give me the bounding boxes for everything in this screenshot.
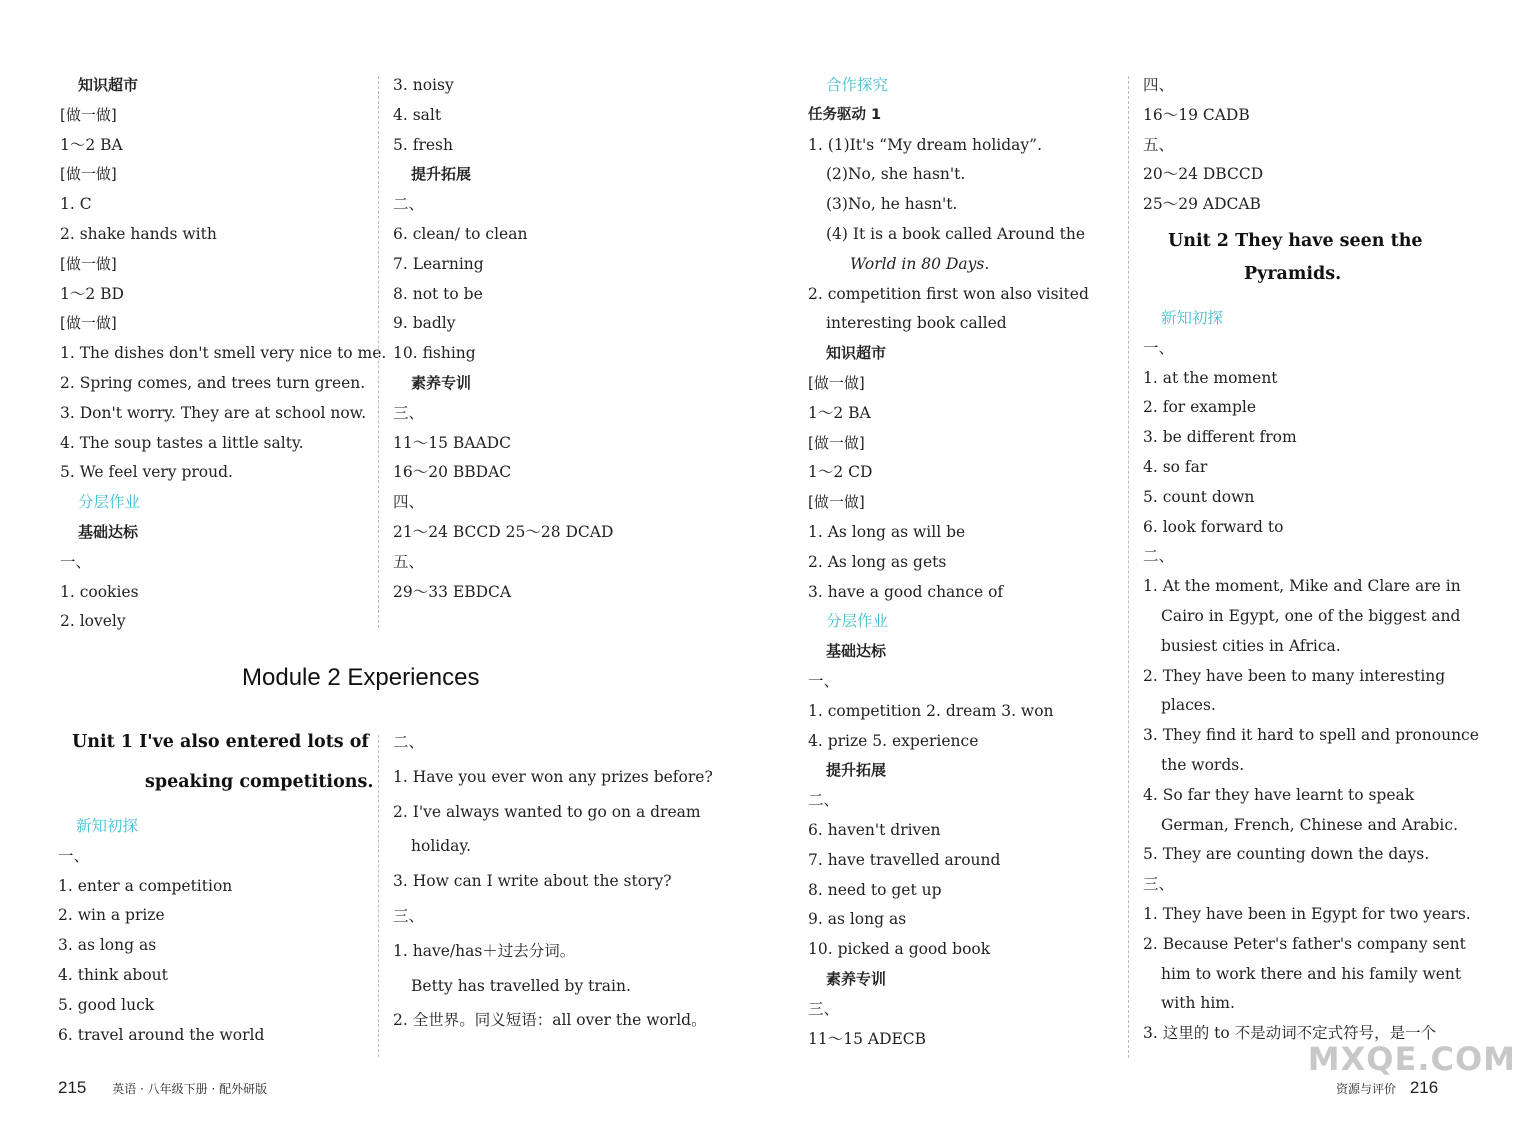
text-line: 四、 [393, 493, 425, 512]
text-line: 1～2 BA [60, 135, 123, 154]
text-line: 分层作业 [78, 493, 141, 512]
text-line: 1. As long as will be [808, 522, 966, 541]
text-line: (3)No, he hasn't. [826, 195, 958, 214]
text-line: 一、 [58, 846, 90, 865]
text-line: 1～2 BA [808, 403, 871, 422]
text-line: 1. They have been in Egypt for two years. [1143, 904, 1471, 923]
text-line: [做一做] [808, 433, 865, 452]
text-line: 二、 [393, 733, 425, 751]
text-line: 3. They find it hard to spell and pronounce [1143, 726, 1479, 745]
text-line: 提升拓展 [826, 761, 887, 780]
text-line: 知识超市 [78, 76, 139, 94]
text-line: 3. as long as [58, 936, 157, 955]
text-line: 2. As long as gets [808, 552, 947, 571]
text-line: 6. haven't driven [808, 820, 941, 839]
text-line: 1. enter a competition [58, 876, 233, 895]
text-line: 1. (1)It's “My dream holiday”. [808, 135, 1043, 154]
text-line: interesting book called [826, 314, 1007, 333]
text-line: 二、 [1143, 547, 1175, 566]
text-line: 3. have a good chance of [808, 582, 1004, 601]
text-line: 8. need to get up [808, 880, 942, 899]
text-line: 10. fishing [393, 344, 476, 363]
text-line: 提升拓展 [411, 165, 472, 184]
text-line: 9. badly [393, 314, 456, 333]
text-line: 7. have travelled around [808, 850, 1001, 869]
text-line: 基础达标 [78, 522, 139, 541]
column-divider [378, 735, 379, 1057]
text-line: 2. 全世界。同义短语：all over the world。 [393, 1011, 707, 1030]
footer-text: 英语 · 八年级下册 · 配外研版 [112, 1082, 268, 1096]
text-line: (2)No, she hasn't. [826, 165, 966, 184]
text-line: with him. [1161, 994, 1235, 1013]
text-line: 二、 [393, 195, 425, 214]
text-line: Betty has travelled by train. [411, 976, 631, 995]
column-divider [378, 76, 379, 628]
text-line: 1. competition 2. dream 3. won [808, 701, 1054, 720]
right-footer [1336, 1078, 1438, 1098]
text-line: 素养专训 [411, 373, 472, 392]
column-divider [1128, 76, 1129, 1058]
text-line: the words. [1161, 755, 1245, 774]
text-line: places. [1161, 696, 1216, 715]
right-col-2-top [1143, 71, 1463, 220]
text-line: 2. They have been to many interesting [1143, 666, 1446, 685]
text-line: 1. At the moment, Mike and Clare are in [1143, 577, 1461, 596]
text-line: 分层作业 [826, 612, 889, 631]
text-line: 10. picked a good book [808, 940, 991, 959]
text-line: Cairo in Egypt, one of the biggest and [1161, 606, 1461, 625]
text-line: 三、 [393, 403, 425, 422]
text-line: 新知初探 [76, 817, 139, 835]
text-line: 新知初探 [1161, 309, 1224, 327]
text-line: 一、 [1143, 338, 1175, 357]
text-line: 合作探究 [826, 76, 889, 94]
text-line: [做一做] [808, 493, 865, 512]
text-line: 3. be different from [1143, 428, 1297, 447]
text-line: 2. win a prize [58, 906, 165, 925]
text-line: 5. good luck [58, 995, 155, 1014]
text-line: 20～24 DBCCD [1143, 165, 1264, 184]
text-line: 一、 [808, 671, 840, 690]
text-line: 三、 [393, 906, 425, 925]
text-line: 9. as long as [808, 910, 907, 929]
text-line: 3. noisy [393, 76, 454, 94]
right-col-2 [1143, 304, 1479, 1049]
text-line: holiday. [411, 837, 472, 856]
text-line: 6. look forward to [1143, 517, 1284, 536]
text-line: 4. So far they have learnt to speak [1143, 785, 1415, 804]
text-line: 4. so far [1143, 457, 1208, 476]
text-line: 5. They are counting down the days. [1143, 845, 1430, 864]
footer-text: 资源与评价 [1336, 1082, 1397, 1096]
text-line: 2. Because Peter's father's company sent [1143, 934, 1466, 953]
text-line: 任务驱动 1 [808, 106, 882, 123]
text-line: 5. count down [1143, 487, 1255, 506]
watermark: MXQE.COM [1307, 1040, 1516, 1078]
page-number: 215 [58, 1078, 87, 1097]
text-line: 基础达标 [826, 642, 887, 661]
text-line: 21～24 BCCD 25～28 DCAD [393, 522, 614, 541]
text-line: 11～15 ADECB [808, 1029, 927, 1048]
text-line: 1～2 BD [60, 284, 124, 303]
text-line: 3. 这里的 to 不是动词不定式符号，是一个 [1143, 1024, 1437, 1043]
text-line: 五、 [1143, 135, 1175, 154]
text-line: 7. Learning [393, 254, 484, 273]
text-line: 2. shake hands with [60, 224, 217, 243]
text-line: 1. cookies [60, 582, 139, 601]
text-line: 2. I've always wanted to go on a dream [393, 802, 701, 821]
text-line: 三、 [1143, 875, 1175, 894]
text-line: 11～15 BAADC [393, 433, 511, 452]
text-line: 素养专训 [826, 969, 887, 988]
text-line: German, French, Chinese and Arabic. [1161, 815, 1458, 834]
unit2-title-line1: Unit 2 They have seen the [1168, 231, 1423, 251]
text-line: 1. have/has＋过去分词。 [393, 941, 576, 960]
text-line: 16～19 CADB [1143, 105, 1250, 124]
text-line: 6. travel around the world [58, 1025, 265, 1044]
text-line: 2. Spring comes, and trees turn green. [60, 373, 366, 392]
text-line: [做一做] [60, 254, 117, 273]
text-line: 6. clean/ to clean [393, 224, 528, 243]
text-line: 2. lovely [60, 612, 126, 631]
text-line: 4. prize 5. experience [808, 731, 979, 750]
text-line: 25～29 ADCAB [1143, 195, 1261, 214]
text-line: 1. at the moment [1143, 368, 1278, 387]
unit1-title-line1: Unit 1 I've also entered lots of [72, 732, 369, 752]
text-line: 5. fresh [393, 135, 453, 154]
text-line: 2. for example [1143, 398, 1257, 417]
left-col-4 [393, 725, 723, 1038]
text-line: [做一做] [60, 314, 117, 333]
text-line: 四、 [1143, 76, 1175, 94]
text-line: 4. think about [58, 965, 168, 984]
text-line: 二、 [808, 791, 840, 810]
right-col-1 [808, 71, 1120, 1054]
text-line: 三、 [808, 999, 840, 1018]
text-line: 1. Have you ever won any prizes before? [393, 767, 713, 786]
text-line: [做一做] [60, 165, 117, 184]
text-line: (4) It is a book called Around the [826, 224, 1086, 243]
text-line: 3. How can I write about the story? [393, 872, 672, 891]
left-col-3 [58, 812, 368, 1050]
module-title: Module 2 Experiences [242, 664, 480, 691]
text-line: 一、 [60, 552, 92, 571]
left-col-1 [60, 71, 387, 637]
text-line: 1～2 CD [808, 463, 873, 482]
text-line: World in 80 Days. [850, 254, 990, 273]
text-line: 2. competition first won also visited [808, 284, 1089, 303]
unit2-title-line2: Pyramids. [1244, 264, 1342, 284]
text-line: 8. not to be [393, 284, 483, 303]
text-line: 16～20 BBDAC [393, 463, 512, 482]
text-line: 五、 [393, 552, 425, 571]
text-line: 1. The dishes don't smell very nice to me. [60, 344, 387, 363]
left-col-2 [393, 71, 723, 607]
text-line: 1. C [60, 195, 92, 214]
text-line: 5. We feel very proud. [60, 463, 233, 482]
text-line: 4. The soup tastes a little salty. [60, 433, 304, 452]
text-line: 4. salt [393, 105, 442, 124]
page-number: 216 [1409, 1078, 1439, 1097]
left-footer [58, 1078, 267, 1098]
unit1-title-line2: speaking competitions. [145, 772, 374, 792]
text-line: 知识超市 [826, 344, 887, 363]
text-line: him to work there and his family went [1161, 964, 1462, 983]
text-line: [做一做] [60, 105, 117, 124]
text-line: 3. Don't worry. They are at school now. [60, 403, 367, 422]
text-line: busiest cities in Africa. [1161, 636, 1341, 655]
text-line: 29～33 EBDCA [393, 582, 512, 601]
text-line: [做一做] [808, 373, 865, 392]
